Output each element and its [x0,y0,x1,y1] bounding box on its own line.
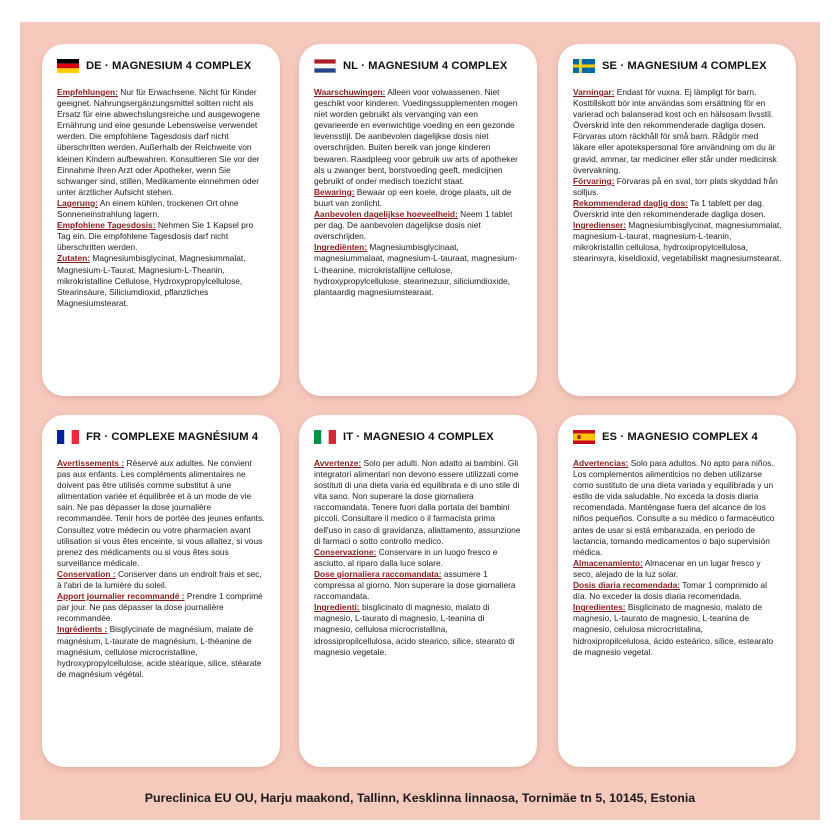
sweden-flag-icon [573,59,595,73]
section-label: Empfehlungen: [57,87,118,97]
section-label: Zutaten: [57,253,91,264]
card-nl [299,44,537,396]
warnings-section [314,87,523,187]
section-text: Solo para adultos. No apto para niños. Los complementos alimenticios no deben utilizarse como sustituto de una dieta variada y equilibrada y un estilo de vida saludable. No exceda la dosis diaria recomendada. Manténgase fuera del alcance de los niños pequeños. Consulte a su médico o farmacéutico antes de usar si está embarazada, en periodo de lactancia, tomando medicamentos o bajo supervisión médica. [573,458,775,557]
storage-section [573,558,782,580]
section-label: Rekommenderad daglig dos: [573,197,688,208]
section-text: Bewaar op een koele, droge plaats, uit de buurt van zonlicht. [314,186,512,208]
ingredients-section [57,253,266,308]
card-body [573,458,782,658]
card-header [314,429,523,445]
card-title: ES · MAGNESIO COMPLEX 4 [602,431,758,443]
section-label: Dosis diaria recomendada: [573,580,681,591]
dosage-section [314,209,523,242]
section-label: Conservation : [57,568,116,579]
section-label: Ingredienser: [573,220,627,231]
section-text: Prendre 1 comprimé par jour. Ne pas dépasser la dose journalière recommandée. [57,591,263,624]
section-label: Förvaring: [573,175,615,186]
section-text: Ta 1 tablett per dag. Överskrid inte den rekommenderade dagliga dosen. [573,197,766,220]
ingredients-section [57,624,266,679]
warnings-section [573,87,782,176]
company-address: Pureclinica EU OU, Harju maakond, Tallinn, Kesklinna linnaosa, Tornimäe tn 5, 10145, Estonia [144,791,696,805]
ingredients-section [314,242,523,297]
section-text: An einem kühlen, trockenen Ort ohne Sonneneinstrahlung lagern. [57,197,239,220]
storage-section [57,569,266,591]
section-text: Solo per adulti. Non adatto ai bambini. Gli integratori alimentari non devono essere utilizzati come sostituti di una dieta varia ed equilibrata e di uno stile di vita sano. Non superare la dose giornaliera raccomandata. Tenere fuori dalla portata dei bambini piccoli. Consultare il medico o il farmacista prima dell'uso in caso di gravidanza, allattamento, assunzione di farmaci o sotto controllo medico. [314,458,521,546]
dosage-section [573,580,782,602]
section-text: Endast för vuxna. Ej lämpligt för barn. Kosttillskott bör inte användas som ersättning för en varierad och balanserad kost och en hälsosam livsstil. Överskrid inte den rekommenderade dagliga dosen. Förvaras utom räckhåll för små barn. Rådgör med läkare eller apotekspersonal före användning om du är gravid, ammar, tar mediciner eller står under medicinsk övervakning. [573,87,777,175]
card-body [314,458,523,658]
section-label: Empfohlene Tagesdosis: [57,220,156,231]
ingredients-section [573,220,782,264]
storage-section [57,198,266,220]
card-header [573,429,782,445]
france-flag-icon [57,430,79,444]
netherlands-flag-icon [314,59,336,73]
card-title: DE · MAGNESIUM 4 COMPLEX [86,60,252,72]
section-label: Apport journalier recommandé : [57,591,185,602]
section-text: Tomar 1 comprimido al día. No exceder la dosis diaria recomendada. [573,580,767,602]
warnings-section [573,458,782,558]
section-label: Aanbevolen dagelijkse hoeveelheid: [314,209,458,220]
section-label: Almacenamiento: [573,557,643,568]
card-header [573,58,782,74]
card-title: NL · MAGNESIUM 4 COMPLEX [343,60,508,72]
card-header [314,58,523,74]
section-label: Ingredienti: [314,602,360,613]
section-text: Magnesiumbisglycinat, magnesiummalat, magnesium-L-taurat, magnesium-L-teanin, mikrokristallin cellulosa, hydroxipropylcellulosa, stearinsyra, kiseldioxid, vegetabiliskt magnesiumstearat. [573,220,782,264]
section-text: Nur für Erwachsene. Nicht für Kinder geeignet. Nahrungsergänzungsmittel sollten nicht als Ersatz für eine abwechslungsreiche und ausgewogene Ernährung und eine gesunde Lebensweise verwendet werden. Die empfohlene Tagesdosis darf nicht überschritten werden. Außerhalb der Reichweite von kleinen Kindern aufbewahren. Konsultieren Sie vor der Einnahme Ihren Arzt oder Apotheker, wenn Sie schwanger sind, stillen, Medikamente einnehmen oder unter ärztlicher Aufsicht stehen. [57,87,260,197]
section-text: Neem 1 tablet per dag. De aanbevolen dagelijkse dosis niet overschrijden. [314,209,513,242]
card-body [57,458,266,680]
section-text: Conservare in un luogo fresco e asciutto, al riparo dalla luce solare. [314,546,498,568]
section-label: Bewaring: [314,186,355,197]
card-header [57,58,266,74]
storage-section [314,547,523,569]
section-label: Waarschuwingen: [314,87,386,97]
section-text: Bisglycinate de magnésium, malate de magnésium, L-taurate de magnésium, L-théanine de magnésium, cellulose microcristalline, hydroxypropylcellulose, acide stéarique, silice, stéarate de magnésium végétal. [57,624,262,679]
section-label: Avertissements : [57,458,125,468]
ingredients-section [573,602,782,657]
section-text: Conserver dans un endroit frais et sec, à l'abri de la lumière du soleil. [57,568,262,591]
card-title: FR · COMPLEXE MAGNÉSIUM 4 [86,431,259,443]
storage-section [573,176,782,198]
card-es [558,415,796,767]
label-sheet [20,22,820,820]
ingredients-section [314,602,523,657]
storage-section [314,187,523,209]
warnings-section [57,87,266,198]
card-body [573,87,782,265]
card-title: IT · MAGNESIO 4 COMPLEX [343,431,494,443]
card-body [314,87,523,298]
section-label: Ingrediënten: [314,242,368,253]
germany-flag-icon [57,59,79,73]
section-text: Magnesiumbisglycinaat, magnesiummalaat, magnesium-L-tauraat, magnesium-L-theanine, microkristallijne cellulose, hydroxypropylcellulose, stearinezuur, siliciumdioxide, plantaardig magnesiumstearaat. [314,242,518,297]
card-title: SE · MAGNESIUM 4 COMPLEX [602,60,767,72]
section-label: Dose giornaliera raccomandata: [314,568,442,579]
card-header [57,429,266,445]
section-text: assumere 1 compressa al giorno. Non superare la dose giornaliera raccomandata. [314,568,516,602]
section-label: Lagerung: [57,197,98,208]
section-text: Förvaras på en sval, torr plats skyddad från solljus. [573,175,778,197]
card-se [558,44,796,396]
italy-flag-icon [314,430,336,444]
dosage-section [57,591,266,624]
section-label: Avvertenze: [314,458,362,468]
spain-flag-icon [573,430,595,444]
section-label: Ingrédients : [57,624,108,635]
section-label: Ingredientes: [573,602,626,613]
warnings-section [57,458,266,569]
card-body [57,87,266,309]
card-it [299,415,537,767]
section-label: Varningar: [573,87,615,97]
card-fr [42,415,280,767]
dosage-section [573,198,782,220]
section-text: Nehmen Sie 1 Kapsel pro Tag ein. Die empfohlene Tagesdosis darf nicht überschritten werden. [57,220,254,253]
dosage-section [314,569,523,602]
warnings-section [314,458,523,547]
section-label: Conservazione: [314,546,377,557]
card-de [42,44,280,396]
section-text: Bisglicinato de magnesio, malato de magnesio, L-taurato de magnesio, L-teanina de magnesio, celulosa microcristalina, hidroxipropilcelulosa, ácido esteárico, sílice, estearato de magnesio vegetal. [573,602,774,657]
section-text: Alleen voor volwassenen. Niet geschikt voor kinderen. Voedingssupplementen mogen niet worden gebruikt als vervanging van een gevarieerde en evenwichtige voeding en een gezonde levensstijl. De aanbevolen dagelijkse dosis niet overschrijden. Buiten bereik van jonge kinderen bewaren. Raadpleeg voor gebruik uw arts of apotheker als u zwanger bent, borstvoeding geeft, medicijnen gebruikt of onder medisch toezicht staat. [314,87,518,186]
section-text: Réservé aux adultes. Ne convient pas aux enfants. Les compléments alimentaires ne doivent pas être utilisés comme substitut à une alimentation variée et équilibrée et à un mode de vie sain. Ne pas dépasser la dose journalière recommandée. Tenir hors de portée des jeunes enfants. Consultez votre médecin ou votre pharmacien avant utilisation si vous êtes enceinte, si vous allaitez, si vous prenez des médicaments ou si vous êtes sous surveillance médicale. [57,458,265,568]
section-text: Almacenar en un lugar fresco y seco, alejado de la luz solar. [573,557,761,579]
section-text: Magnesiumbisglycinat, Magnesiummalat, Magnesium-L-Taurat, Magnesium-L-Theanin, mikrokristalline Cellulose, Hydroxypropylcellulose, Stearinsäure, Siliciumdioxid, pflanzliches Magnesiumstearat. [57,253,246,308]
dosage-section [57,220,266,253]
section-text: bisglicinato di magnesio, malato di magnesio, L-taurato di magnesio, L-teanina di magnesio, cellulosa microcristallina, idrossipropilcellulosa, acido stearico, silice, stearato di magnesio vegetale. [314,602,515,657]
section-label: Advertencias: [573,458,629,468]
